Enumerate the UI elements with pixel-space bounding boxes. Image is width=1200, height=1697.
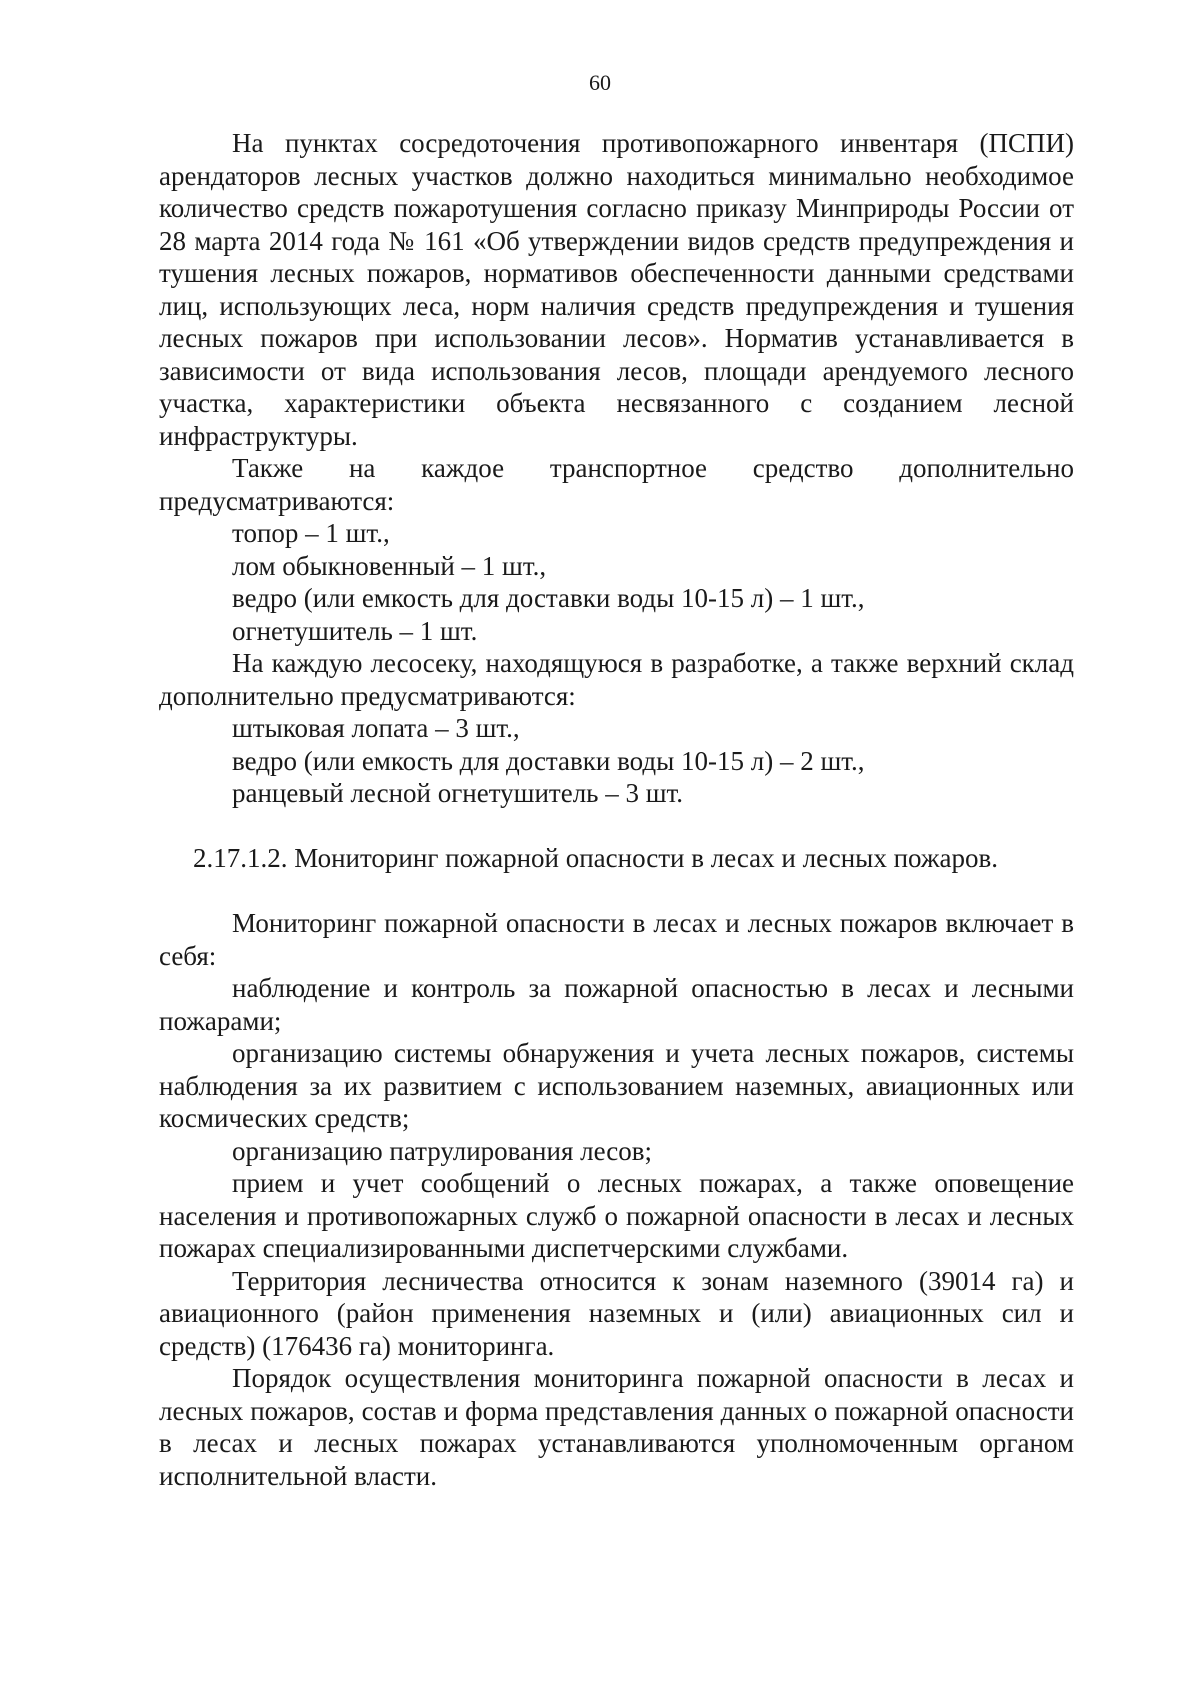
section-heading: 2.17.1.2. Мониторинг пожарной опасности в лесах и лесных пожаров.	[193, 843, 998, 873]
paragraph-pspi: На пунктах сосредоточения противопожарного инвентаря (ПСПИ) арендаторов лесных участков должно находиться минимально необходимое количество средств пожаротушения согласно приказу Минприроды России от 28 марта 2014 года № 161 «Об утверждении видов средств предупреждения и тушения лесных пожаров, нормативов обеспеченности данными средствами лиц, использующих леса, норм наличия средств предупреждения и тушения лесных пожаров при использовании лесов». Норматив устанавливается в зависимости от вида использования лесов, площади арендуемого лесного участка, характеристики объекта несвязанного с созданием лесной инфраструктуры.	[159, 128, 1074, 451]
list-item: ведро (или емкость для доставки воды 10-15 л) – 2 шт.,	[232, 745, 865, 776]
list-item: ранцевый лесной огнетушитель – 3 шт.	[232, 778, 684, 808]
paragraph-monitoring-item: прием и учет сообщений о лесных пожарах, а также оповещение населения и противопожарных служб о пожарной опасности в лесах и лесных пожарах специализированными диспетчерскими службами.	[159, 1168, 1074, 1263]
paragraph-monitoring-procedure: Порядок осуществления мониторинга пожарной опасности в лесах и лесных пожаров, состав и форма представления данных о пожарной опасности в лесах и лесных пожарах устанавливаются уполномоченным органом исполнительной власти.	[159, 1363, 1074, 1491]
list-item: ведро (или емкость для доставки воды 10-15 л) – 1 шт.,	[232, 583, 865, 613]
list-item: огнетушитель – 1 шт.	[232, 615, 478, 646]
page-number: 60	[589, 70, 611, 95]
list-item: лом обыкновенный – 1 шт.,	[232, 550, 547, 581]
paragraph-vehicle-intro: Также на каждое транспортное средство дополнительно предусматриваются:	[159, 453, 1074, 516]
list-item: топор – 1 шт.,	[232, 518, 390, 548]
paragraph-monitoring-intro: Мониторинг пожарной опасности в лесах и лесных пожаров включает в себя:	[159, 908, 1074, 971]
paragraph-cutting-area-intro: На каждую лесосеку, находящуюся в разработке, а также верхний склад дополнительно предусматриваются:	[159, 648, 1074, 711]
paragraph-monitoring-item: организацию системы обнаружения и учета лесных пожаров, системы наблюдения за их развитием с использованием наземных, авиационных или космических средств;	[159, 1038, 1074, 1133]
paragraph-monitoring-item: наблюдение и контроль за пожарной опасностью в лесах и лесными пожарами;	[159, 973, 1074, 1036]
paragraph-monitoring-zones: Территория лесничества относится к зонам наземного (39014 га) и авиационного (район применения наземных и (или) авиационных сил и средств) (176436 га) мониторинга.	[159, 1265, 1074, 1361]
list-item: штыковая лопата – 3 шт.,	[232, 713, 520, 743]
paragraph-monitoring-item: организацию патрулирования лесов;	[232, 1135, 652, 1166]
document-body	[159, 127, 1074, 1492]
